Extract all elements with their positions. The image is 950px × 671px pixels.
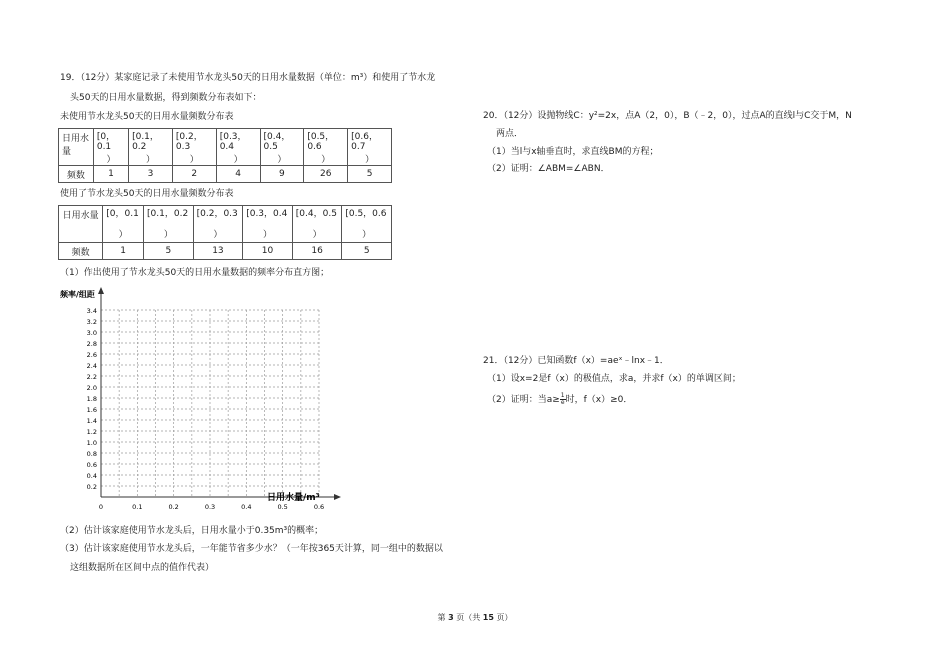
table-cell-interval: [243, 206, 293, 243]
histogram-grid-chart: [54, 285, 344, 510]
table-cell-count: 26: [304, 166, 348, 183]
y-tick-label: 3.2: [86, 318, 97, 326]
interval-start: [0.5，0.6: [307, 132, 335, 152]
fraction-numerator: 1: [560, 392, 565, 399]
interval-start: [0.4，0.5: [295, 209, 337, 219]
footer-post: 页）: [496, 613, 513, 622]
y-tick-label: 3.4: [86, 307, 97, 315]
q21-part2-pre: （2）证明：当a≥: [487, 395, 560, 405]
table-cell-interval: [342, 206, 392, 243]
interval-end: ）: [365, 155, 375, 165]
interval-end: ）: [321, 155, 331, 165]
table-cell-interval: [216, 129, 260, 166]
y-tick-label: 0.6: [86, 461, 97, 469]
y-axis-arrow-icon: [98, 287, 104, 294]
y-tick-label: 2.2: [86, 373, 97, 381]
y-tick-label: 1.6: [86, 406, 97, 414]
y-tick-label: 0.2: [86, 483, 97, 491]
q19-stem-line1: 19．（12分）某家庭记录了未使用节水龙头50天的日用水量数据（单位：m³）和使用了节水龙: [60, 73, 436, 83]
table-cell-interval: [193, 206, 243, 243]
table-cell-interval: [292, 206, 342, 243]
interval-start: [0.1，0.2: [132, 132, 159, 152]
table-cell-count: 2: [172, 166, 216, 183]
table-cell-count: 13: [193, 243, 243, 260]
interval-start: [0.2，0.3: [175, 132, 203, 152]
q21-stem: 21．（12分）已知函数f（x）=aeˣ﹣lnx﹣1．: [483, 356, 669, 366]
x-tick-label: 0: [98, 503, 104, 510]
q19-part3-line1: （3）估计该家庭使用节水龙头后，一年能节省多少水？（一年按365天计算，同一组中的数据以: [60, 544, 443, 554]
q19-part2: （2）估计该家庭使用节水龙头后，日用水量小于0.35m³的概率；: [60, 526, 324, 536]
table-cell-interval: [172, 129, 216, 166]
interval-end: ）: [106, 155, 116, 165]
table-cell-count: 10: [243, 243, 293, 260]
interval-end: ）: [213, 230, 223, 240]
x-axis-arrow-icon: [334, 494, 341, 500]
x-tick-label: 0.5: [277, 503, 288, 510]
y-tick-label: 1.8: [86, 395, 97, 403]
chart-y-ticks: [87, 307, 97, 491]
table-cell-interval: [129, 129, 173, 166]
table-row-label: 日用水量: [59, 129, 94, 166]
interval-start: [0.4，0.5: [263, 132, 291, 152]
x-tick-label: 0.2: [168, 503, 179, 510]
table-cell-interval: [93, 129, 128, 166]
y-tick-label: 2.4: [86, 362, 97, 370]
interval-start: [0，0.1: [96, 132, 116, 152]
q21-part1: （1）设x=2是f（x）的极值点，求a，并求f（x）的单调区间；: [487, 374, 741, 384]
interval-end: ）: [163, 230, 173, 240]
y-tick-label: 2.8: [86, 340, 97, 348]
table-cell-count: 9: [260, 166, 304, 183]
footer-mid: 页（共: [456, 613, 481, 622]
q20-stem-line1: 20．（12分）设抛物线C：y²=2x，点A（2，0），B（﹣2，0），过点A的直线l与C交于M，N: [483, 111, 852, 121]
x-tick-label: 0.3: [204, 503, 216, 510]
table-cell-count: 5: [144, 243, 194, 260]
footer-pre: 第: [437, 613, 446, 622]
interval-end: ）: [118, 230, 128, 240]
q19-part3-line2: 这组数据所在区间中点的值作代表）: [70, 563, 215, 573]
q19-stem-line2: 头50天的日用水量数据，得到频数分布表如下：: [70, 93, 262, 103]
footer-total-pages: 15: [482, 613, 494, 622]
chart-grid: [101, 310, 319, 497]
y-tick-label: 1.2: [86, 428, 97, 436]
table-cell-count: 1: [93, 166, 128, 183]
table-cell-interval: [348, 129, 392, 166]
q21-part2-post: 时，f（x）≥0．: [565, 395, 633, 405]
frequency-table-with-faucet: [58, 205, 392, 260]
table2-title: 使用了节水龙头50天的日用水量频数分布表: [60, 189, 234, 199]
interval-end: ）: [233, 155, 243, 165]
chart-y-axis-label: 频率/组距: [60, 290, 95, 299]
table-cell-count: 1: [103, 243, 144, 260]
table-cell-interval: [103, 206, 144, 243]
footer-page-number: 3: [448, 613, 454, 622]
interval-end: ）: [362, 230, 372, 240]
table-cell-interval: [260, 129, 304, 166]
y-tick-label: 0.8: [86, 450, 97, 458]
y-tick-label: 3.0: [86, 329, 97, 337]
interval-start: [0.3，0.4: [246, 209, 288, 219]
x-tick-label: 0.1: [132, 503, 143, 510]
interval-start: [0.2，0.3: [196, 209, 238, 219]
table-cell-count: 4: [216, 166, 260, 183]
table-cell-count: 3: [129, 166, 173, 183]
table-cell-interval: [304, 129, 348, 166]
y-tick-label: 2.0: [86, 384, 97, 392]
q20-stem-line2: 两点．: [496, 129, 524, 139]
interval-end: ）: [312, 230, 322, 240]
chart-axes: [98, 287, 341, 500]
x-tick-label: 0.4: [241, 503, 252, 510]
y-tick-label: 2.6: [86, 351, 97, 359]
interval-start: [0.1，0.2: [147, 209, 189, 219]
page-footer: [0, 612, 950, 624]
chart-x-ticks: [99, 503, 324, 510]
table1-title: 未使用节水龙头50天的日用水量频数分布表: [60, 112, 234, 122]
y-tick-label: 1.0: [86, 439, 97, 447]
fraction-denominator: e: [560, 399, 565, 406]
x-tick-label: 0.6: [313, 503, 325, 510]
interval-start: [0.6，0.7: [351, 132, 378, 152]
table-row-label: 日用水量: [59, 206, 103, 243]
table-cell-count: 5: [342, 243, 392, 260]
interval-start: [0.3，0.4: [219, 132, 247, 152]
q21-part2: [487, 393, 632, 406]
interval-start: [0.5，0.6: [345, 209, 387, 219]
chart-x-axis-label: 日用水量/m³: [267, 493, 320, 503]
q19-part1: （1）作出使用了节水龙头50天的日用水量数据的频率分布直方图；: [60, 268, 330, 278]
q20-part1: （1）当l与x轴垂直时，求直线BM的方程；: [487, 147, 659, 157]
y-tick-label: 0.4: [86, 472, 97, 480]
table-cell-count: 5: [348, 166, 392, 183]
table-cell-count: 16: [292, 243, 342, 260]
table-cell-interval: [144, 206, 194, 243]
interval-end: ）: [262, 230, 272, 240]
interval-start: [0，0.1: [106, 209, 139, 219]
table-freq-label: 频数: [59, 243, 103, 260]
frequency-table-without-faucet: [58, 128, 392, 183]
q20-part2: （2）证明：∠ABM=∠ABN．: [487, 164, 610, 174]
table-freq-label: 频数: [59, 166, 94, 183]
interval-end: ）: [145, 155, 155, 165]
interval-end: ）: [189, 155, 199, 165]
y-tick-label: 1.4: [86, 417, 97, 425]
interval-end: ）: [277, 155, 287, 165]
